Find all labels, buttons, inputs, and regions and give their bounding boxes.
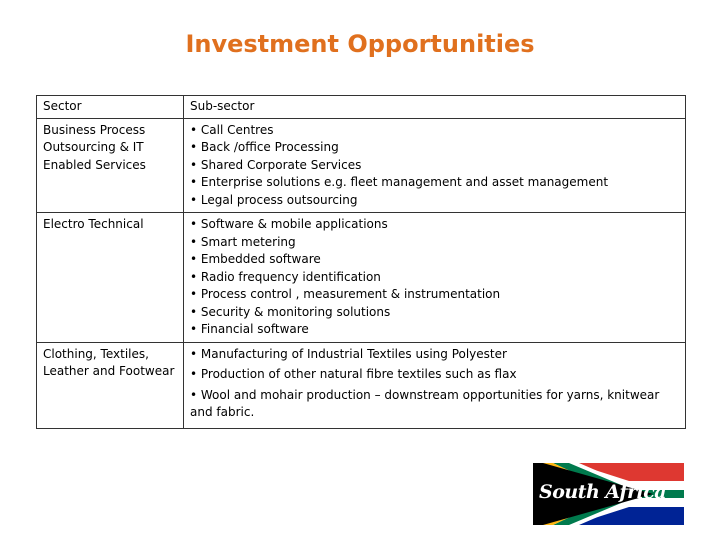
list-item: • Embedded software	[190, 252, 321, 266]
sector-cell: Business Process Outsourcing & IT Enabled Services	[37, 118, 184, 213]
table-row	[37, 118, 686, 213]
sector-cell: Electro Technical	[37, 213, 184, 343]
list-item: • Smart metering	[190, 234, 296, 249]
list-item: • Shared Corporate Services	[190, 157, 362, 172]
list-item: • Back /office Processing	[190, 140, 339, 154]
table-row	[37, 213, 686, 343]
south-africa-logo	[533, 463, 684, 525]
list-item: • Process control , measurement & instrumentation	[190, 287, 501, 301]
header-sector: Sector	[37, 96, 184, 119]
opportunities-table	[36, 95, 686, 429]
list-item: • Wool and mohair production – downstream opportunities for yarns, knitwear and fabric.	[190, 387, 660, 419]
list-item: • Manufacturing of Industrial Textiles using Polyester	[190, 346, 507, 361]
list-item: • Call Centres	[190, 122, 274, 137]
list-item: • Security & monitoring solutions	[190, 304, 391, 319]
list-item: • Legal process outsourcing	[190, 192, 358, 207]
list-item: • Financial software	[190, 322, 309, 336]
logo-text: South Africa	[539, 481, 667, 503]
table-header-row	[37, 96, 686, 119]
list-item: • Radio frequency identification	[190, 269, 381, 284]
list-item: • Software & mobile applications	[190, 217, 388, 231]
list-item: • Enterprise solutions e.g. fleet management and asset management	[190, 175, 609, 189]
header-sub-sector: Sub-sector	[184, 96, 686, 119]
table-row	[37, 342, 686, 428]
sub-sector-cell	[184, 213, 686, 343]
sub-sector-cell	[184, 342, 686, 428]
sub-sector-cell	[184, 118, 686, 213]
list-item: • Production of other natural fibre textiles such as flax	[190, 367, 517, 381]
sector-cell: Clothing, Textiles, Leather and Footwear	[37, 342, 184, 428]
page-title: Investment Opportunities	[185, 30, 535, 58]
